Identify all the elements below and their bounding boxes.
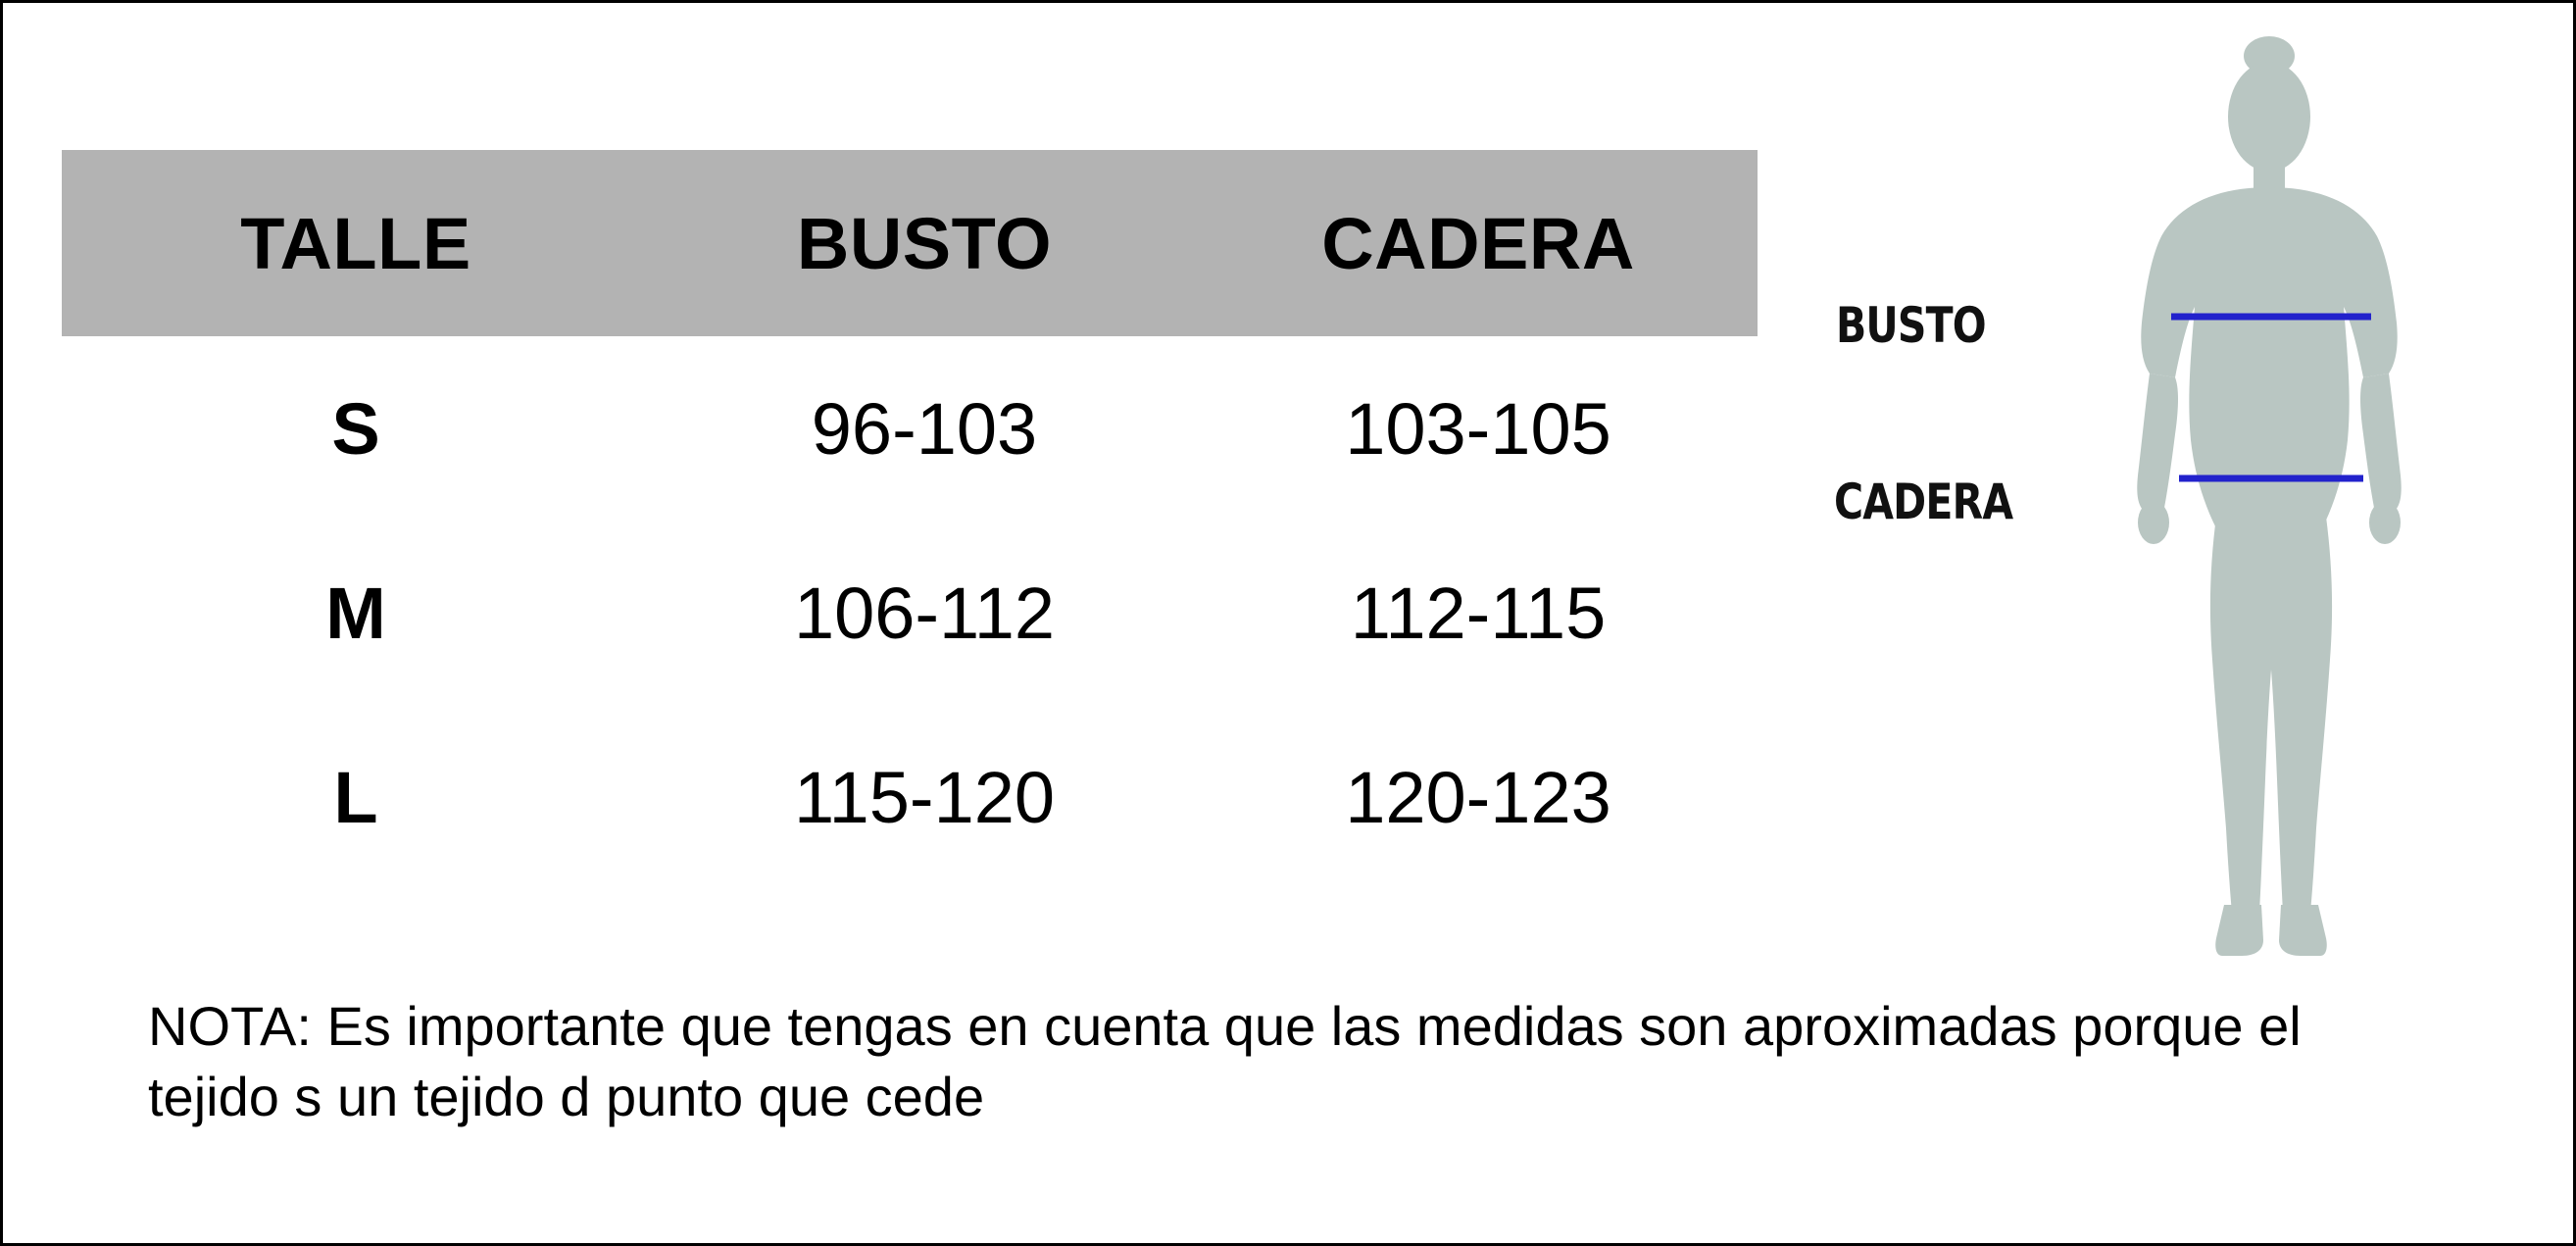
cell-cadera-l: 120-123 — [1345, 756, 1611, 838]
table-header-row — [62, 150, 1758, 336]
body-figure — [1826, 32, 2551, 1013]
table-row — [62, 705, 1758, 889]
figure-label-cadera: CADERA — [1834, 473, 2013, 530]
size-table-head — [62, 150, 1758, 336]
column-header-talle: TALLE — [62, 150, 650, 336]
size-table-container — [62, 150, 1758, 889]
table-row — [62, 521, 1758, 705]
cell-busto-m: 106-112 — [793, 572, 1056, 654]
column-header-busto: BUSTO — [650, 150, 1199, 336]
table-row — [62, 336, 1758, 521]
cell-talle-l: L — [333, 756, 378, 838]
size-table — [62, 150, 1758, 889]
note-text: NOTA: Es importante que tengas en cuenta que las medidas son aproximadas porque el tejido s un tejido d punto que cede — [148, 995, 2302, 1127]
cell-talle-m: M — [325, 572, 386, 654]
size-table-body — [62, 336, 1758, 889]
column-header-cadera: CADERA — [1199, 150, 1758, 336]
cell-cadera-m: 112-115 — [1350, 572, 1607, 654]
figure-label-busto: BUSTO — [1836, 297, 1986, 354]
cell-talle-s: S — [331, 387, 380, 470]
cell-busto-s: 96-103 — [811, 387, 1038, 470]
size-chart-content — [3, 3, 2576, 1246]
cell-cadera-s: 103-105 — [1345, 387, 1611, 470]
cell-busto-l: 115-120 — [793, 756, 1056, 838]
